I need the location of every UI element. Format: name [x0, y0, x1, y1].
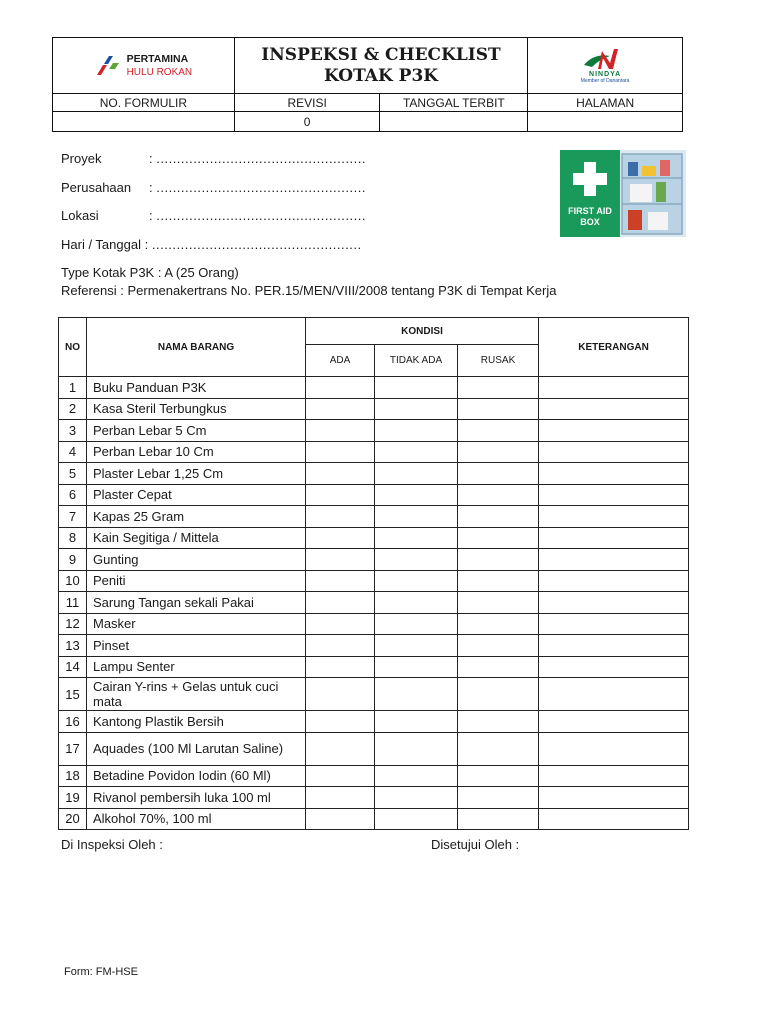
- col-header-rusak: RUSAK: [458, 345, 539, 377]
- cell-rusak[interactable]: [458, 613, 539, 635]
- row-number: 8: [59, 527, 87, 549]
- cell-keterangan[interactable]: [539, 787, 689, 809]
- cell-keterangan[interactable]: [539, 463, 689, 485]
- cell-tidak-ada[interactable]: [375, 613, 458, 635]
- pertamina-mark-icon: [95, 55, 121, 77]
- partner-name: NINDYA: [589, 71, 622, 78]
- table-row: [59, 711, 689, 733]
- cell-keterangan[interactable]: [539, 592, 689, 614]
- colon: :: [144, 237, 149, 252]
- item-name: Pinset: [87, 635, 306, 657]
- field-proyek: [61, 151, 366, 166]
- cell-rusak[interactable]: [458, 463, 539, 485]
- cell-keterangan[interactable]: [539, 732, 689, 765]
- fill-line: ...................................................: [156, 208, 366, 223]
- item-name: Perban Lebar 5 Cm: [87, 420, 306, 442]
- cell-tidak-ada[interactable]: [375, 635, 458, 657]
- table-row: [59, 787, 689, 809]
- cell-keterangan[interactable]: [539, 570, 689, 592]
- meta-label-tanggal: TANGGAL TERBIT: [380, 94, 528, 112]
- cell-tidak-ada[interactable]: [375, 678, 458, 711]
- field-perusahaan: [61, 180, 366, 195]
- col-header-kondisi: KONDISI: [306, 318, 539, 345]
- cell-rusak[interactable]: [458, 765, 539, 787]
- row-number: 17: [59, 732, 87, 765]
- cell-rusak[interactable]: [458, 678, 539, 711]
- item-name: Gunting: [87, 549, 306, 571]
- meta-label-halaman: HALAMAN: [528, 94, 683, 112]
- table-row: [59, 420, 689, 442]
- first-aid-label-2: BOX: [580, 217, 600, 227]
- cell-rusak[interactable]: [458, 484, 539, 506]
- cell-tidak-ada[interactable]: [375, 420, 458, 442]
- reference: Referensi : Permenakertrans No. PER.15/MEN/VIII/2008 tentang P3K di Tempat Kerja: [61, 283, 557, 298]
- cell-rusak[interactable]: [458, 549, 539, 571]
- col-header-keterangan: KETERANGAN: [539, 318, 689, 377]
- inspected-by: Di Inspeksi Oleh :: [61, 837, 163, 852]
- row-number: 9: [59, 549, 87, 571]
- cell-keterangan[interactable]: [539, 420, 689, 442]
- cell-tidak-ada[interactable]: [375, 549, 458, 571]
- nindya-mark-icon: [580, 47, 630, 73]
- table-row: [59, 484, 689, 506]
- cell-keterangan[interactable]: [539, 656, 689, 678]
- field-label: Lokasi: [61, 208, 99, 223]
- cell-ada[interactable]: [306, 808, 375, 830]
- item-name: Lampu Senter: [87, 656, 306, 678]
- row-number: 16: [59, 711, 87, 733]
- meta-value-tanggal: [380, 112, 528, 132]
- item-name: Kain Segitiga / Mittela: [87, 527, 306, 549]
- row-number: 14: [59, 656, 87, 678]
- row-number: 2: [59, 398, 87, 420]
- cell-keterangan[interactable]: [539, 765, 689, 787]
- colon: :: [149, 180, 153, 195]
- item-name: Kantong Plastik Bersih: [87, 711, 306, 733]
- table-row: [59, 656, 689, 678]
- row-number: 6: [59, 484, 87, 506]
- item-name: Perban Lebar 10 Cm: [87, 441, 306, 463]
- row-number: 12: [59, 613, 87, 635]
- cell-rusak[interactable]: [458, 656, 539, 678]
- nindya-logo: [528, 47, 682, 84]
- cell-rusak[interactable]: [458, 787, 539, 809]
- item-name: Kasa Steril Terbungkus: [87, 398, 306, 420]
- table-row: [59, 613, 689, 635]
- field-hari-tanggal: [61, 237, 362, 252]
- cell-ada[interactable]: [306, 613, 375, 635]
- cell-ada[interactable]: [306, 463, 375, 485]
- item-name: Masker: [87, 613, 306, 635]
- cell-keterangan[interactable]: [539, 377, 689, 399]
- field-lokasi: [61, 208, 366, 223]
- cell-keterangan[interactable]: [539, 441, 689, 463]
- cell-tidak-ada[interactable]: [375, 463, 458, 485]
- cell-keterangan[interactable]: [539, 506, 689, 528]
- cell-rusak[interactable]: [458, 808, 539, 830]
- field-label: Hari / Tanggal: [61, 237, 141, 252]
- meta-value-formulir: [53, 112, 235, 132]
- cell-rusak[interactable]: [458, 441, 539, 463]
- cell-keterangan[interactable]: [539, 808, 689, 830]
- cell-ada[interactable]: [306, 570, 375, 592]
- cell-ada[interactable]: [306, 787, 375, 809]
- col-header-ada: ADA: [306, 345, 375, 377]
- cell-ada[interactable]: [306, 527, 375, 549]
- pertamina-logo: [53, 53, 234, 79]
- table-row: [59, 398, 689, 420]
- cell-rusak[interactable]: [458, 398, 539, 420]
- pertamina-logo-cell: [53, 38, 235, 94]
- item-name: Sarung Tangan sekali Pakai: [87, 592, 306, 614]
- cell-tidak-ada[interactable]: [375, 592, 458, 614]
- col-header-nama: NAMA BARANG: [87, 318, 306, 377]
- item-name: Plaster Cepat: [87, 484, 306, 506]
- cell-tidak-ada[interactable]: [375, 656, 458, 678]
- first-aid-box-icon: [560, 150, 686, 237]
- cell-rusak[interactable]: [458, 377, 539, 399]
- table-row: [59, 377, 689, 399]
- row-number: 11: [59, 592, 87, 614]
- row-number: 13: [59, 635, 87, 657]
- cell-tidak-ada[interactable]: [375, 441, 458, 463]
- cell-keterangan[interactable]: [539, 398, 689, 420]
- cell-ada[interactable]: [306, 377, 375, 399]
- cell-tidak-ada[interactable]: [375, 732, 458, 765]
- item-name: Peniti: [87, 570, 306, 592]
- cell-tidak-ada[interactable]: [375, 808, 458, 830]
- table-row: [59, 732, 689, 765]
- cell-ada[interactable]: [306, 441, 375, 463]
- table-row: [59, 635, 689, 657]
- meta-value-revisi: 0: [234, 112, 380, 132]
- cell-ada[interactable]: [306, 711, 375, 733]
- cell-rusak[interactable]: [458, 711, 539, 733]
- nindya-logo-cell: [528, 38, 683, 94]
- cell-ada[interactable]: [306, 484, 375, 506]
- cell-ada[interactable]: [306, 732, 375, 765]
- partner-tag: Member of Danantara: [580, 78, 630, 84]
- cell-ada[interactable]: [306, 656, 375, 678]
- cell-ada[interactable]: [306, 549, 375, 571]
- cell-keterangan[interactable]: [539, 678, 689, 711]
- col-header-no: NO: [59, 318, 87, 377]
- colon: :: [149, 151, 153, 166]
- item-name: Cairan Y-rins + Gelas untuk cuci mata: [87, 678, 306, 711]
- form-code: Form: FM-HSE: [64, 966, 138, 978]
- cell-keterangan[interactable]: [539, 635, 689, 657]
- row-number: 4: [59, 441, 87, 463]
- table-row: [59, 463, 689, 485]
- approved-by: Disetujui Oleh :: [431, 837, 520, 852]
- fill-line: ...................................................: [156, 180, 366, 195]
- company-name: PERTAMINA: [126, 52, 189, 65]
- item-name: Betadine Povidon Iodin (60 Ml): [87, 765, 306, 787]
- item-name: Rivanol pembersih luka 100 ml: [87, 787, 306, 809]
- table-row: [59, 441, 689, 463]
- table-row: [59, 808, 689, 830]
- cell-tidak-ada[interactable]: [375, 484, 458, 506]
- cell-keterangan[interactable]: [539, 711, 689, 733]
- meta-value-halaman: [528, 112, 683, 132]
- row-number: 19: [59, 787, 87, 809]
- item-name: Aquades (100 Ml Larutan Saline): [87, 732, 306, 765]
- table-row: [59, 678, 689, 711]
- cell-tidak-ada[interactable]: [375, 506, 458, 528]
- cell-keterangan[interactable]: [539, 549, 689, 571]
- cell-keterangan[interactable]: [539, 613, 689, 635]
- row-number: 5: [59, 463, 87, 485]
- table-row: [59, 570, 689, 592]
- table-row: [59, 549, 689, 571]
- cell-keterangan[interactable]: [539, 484, 689, 506]
- row-number: 3: [59, 420, 87, 442]
- cell-ada[interactable]: [306, 398, 375, 420]
- form-title: INSPEKSI & CHECKLIST KOTAK P3K: [234, 38, 528, 94]
- first-aid-label: FIRST AID: [568, 206, 612, 216]
- fill-line: ...................................................: [156, 151, 366, 166]
- fill-line: ...................................................: [151, 237, 362, 252]
- row-number: 7: [59, 506, 87, 528]
- field-label: Perusahaan: [61, 180, 132, 195]
- cell-keterangan[interactable]: [539, 527, 689, 549]
- cell-rusak[interactable]: [458, 527, 539, 549]
- item-name: Kapas 25 Gram: [87, 506, 306, 528]
- cell-tidak-ada[interactable]: [375, 377, 458, 399]
- cell-rusak[interactable]: [458, 635, 539, 657]
- table-row: [59, 592, 689, 614]
- row-number: 18: [59, 765, 87, 787]
- row-number: 20: [59, 808, 87, 830]
- cell-tidak-ada[interactable]: [375, 398, 458, 420]
- cell-tidak-ada[interactable]: [375, 527, 458, 549]
- company-sub: HULU ROKAN: [126, 66, 193, 78]
- cell-rusak[interactable]: [458, 570, 539, 592]
- meta-label-revisi: REVISI: [234, 94, 380, 112]
- cell-ada[interactable]: [306, 506, 375, 528]
- table-row: [59, 506, 689, 528]
- cell-rusak[interactable]: [458, 420, 539, 442]
- table-row: [59, 765, 689, 787]
- item-name: Buku Panduan P3K: [87, 377, 306, 399]
- cell-ada[interactable]: [306, 635, 375, 657]
- row-number: 1: [59, 377, 87, 399]
- checklist-table: [58, 317, 689, 830]
- cell-tidak-ada[interactable]: [375, 711, 458, 733]
- cell-ada[interactable]: [306, 765, 375, 787]
- meta-label-formulir: NO. FORMULIR: [53, 94, 235, 112]
- table-row: [59, 527, 689, 549]
- col-header-tidak-ada: TIDAK ADA: [375, 345, 458, 377]
- field-label: Proyek: [61, 151, 102, 166]
- cell-tidak-ada[interactable]: [375, 765, 458, 787]
- item-name: Alkohol 70%, 100 ml: [87, 808, 306, 830]
- cell-rusak[interactable]: [458, 592, 539, 614]
- cell-tidak-ada[interactable]: [375, 787, 458, 809]
- row-number: 15: [59, 678, 87, 711]
- cell-rusak[interactable]: [458, 732, 539, 765]
- cell-ada[interactable]: [306, 592, 375, 614]
- row-number: 10: [59, 570, 87, 592]
- item-name: Plaster Lebar 1,25 Cm: [87, 463, 306, 485]
- form-header: [52, 37, 683, 132]
- cell-ada[interactable]: [306, 678, 375, 711]
- colon: :: [149, 208, 153, 223]
- cell-tidak-ada[interactable]: [375, 570, 458, 592]
- box-type: Type Kotak P3K : A (25 Orang): [61, 265, 239, 280]
- cell-ada[interactable]: [306, 420, 375, 442]
- cell-rusak[interactable]: [458, 506, 539, 528]
